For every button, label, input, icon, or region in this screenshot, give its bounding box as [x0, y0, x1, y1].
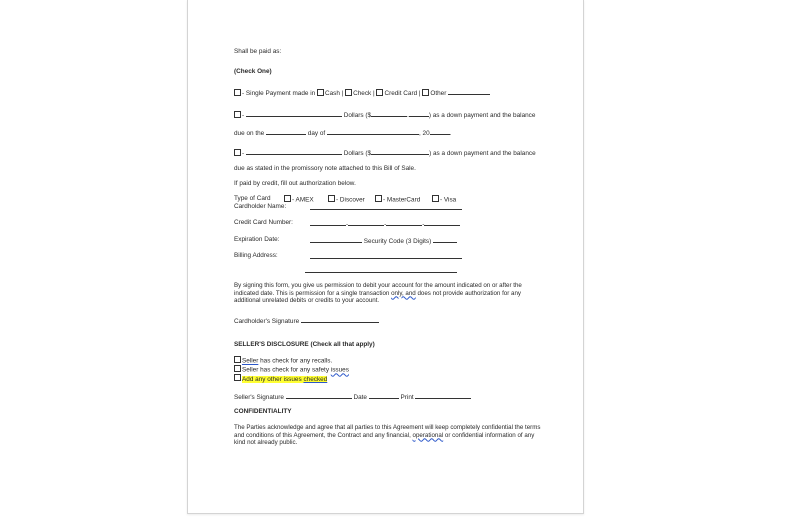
visa-checkbox[interactable]: [432, 195, 439, 202]
card-number-field-2[interactable]: [348, 219, 387, 228]
mastercard-label: - MasterCard: [383, 196, 421, 204]
cardholder-signature-line: [234, 316, 379, 326]
down-payment-1-checkbox[interactable]: [234, 111, 241, 118]
other-field[interactable]: [448, 88, 490, 95]
auth-text-b: does not provide authorization for any additional unrelated debits or credits to your account.: [234, 289, 522, 305]
down-payment-1-cents-field[interactable]: [409, 110, 429, 117]
safety-label: Seller has check for any safety: [242, 366, 330, 374]
print-label: Print: [400, 394, 414, 401]
expiration-label: Expiration Date:: [234, 236, 280, 243]
billing-address-field-1[interactable]: [310, 252, 462, 259]
recalls-label: has check for any recalls.: [260, 357, 333, 365]
cardholder-name-label: Cardholder Name:: [234, 203, 287, 210]
billing-address-field-2[interactable]: [305, 266, 457, 273]
confidentiality-heading: CONFIDENTIALITY: [234, 408, 292, 415]
down-payment-1-words-field[interactable]: [246, 110, 342, 117]
expiration-field[interactable]: [310, 236, 362, 243]
down-payment-1-dot: .: [407, 112, 409, 119]
billing-address-field-wrap-2: [305, 266, 457, 276]
amex-checkbox[interactable]: [284, 195, 291, 202]
discover-label: - Discover: [336, 196, 365, 204]
single-payment-line: [234, 88, 490, 98]
safety-checkbox[interactable]: [234, 365, 241, 372]
seller-signature-field[interactable]: [286, 392, 352, 399]
recalls-seller-word: Seller: [242, 357, 259, 365]
due-date-line: [234, 128, 451, 138]
disclosure-item-other: [234, 374, 327, 384]
other-issues-checked-word: checked: [303, 375, 328, 383]
down-payment-2-suffix: ) as a down payment and the balance: [429, 150, 536, 157]
other-issues-label: Add any other issues: [242, 375, 302, 383]
card-number-dash-1: -: [346, 221, 349, 228]
discover-checkbox[interactable]: [328, 195, 335, 202]
due-month-field[interactable]: [327, 128, 419, 135]
single-payment-checkbox[interactable]: [234, 89, 241, 96]
date-field[interactable]: [369, 392, 399, 399]
down-payment-line-2: [234, 148, 536, 158]
payment-intro: Shall be paid as:: [234, 48, 282, 55]
other-checkbox[interactable]: [422, 89, 429, 96]
billing-address-label: Billing Address:: [234, 252, 278, 259]
down-payment-2-words-field[interactable]: [246, 148, 342, 155]
due-year-field[interactable]: [430, 128, 450, 135]
auth-text-only: only, and: [391, 289, 416, 297]
print-field[interactable]: [415, 392, 471, 399]
credit-card-checkbox[interactable]: [376, 89, 383, 96]
year-prefix-label: , 20: [418, 130, 430, 137]
down-payment-2-amount-field[interactable]: [371, 148, 429, 155]
seller-signature-line: [234, 392, 471, 402]
card-number-dash-2: -: [384, 221, 387, 228]
down-payment-line-1: [234, 110, 535, 120]
due-period: .: [449, 130, 452, 137]
cash-checkbox[interactable]: [317, 89, 324, 96]
down-payment-1-amount-field[interactable]: [371, 110, 407, 117]
check-label: Check |: [353, 90, 375, 97]
down-payment-1-dollars-label: Dollars ($: [343, 112, 372, 119]
visa-label: - Visa: [440, 196, 457, 204]
cardholder-signature-field[interactable]: [301, 316, 379, 323]
credit-intro: If paid by credit, fill out authorization below.: [234, 180, 356, 187]
seller-signature-label: Seller's Signature: [234, 394, 284, 401]
card-number-fields: [310, 219, 460, 229]
confidentiality-operational-word: operational: [412, 431, 444, 439]
date-label: Date: [353, 394, 367, 401]
confidentiality-paragraph: [234, 424, 544, 447]
security-code-field[interactable]: [433, 236, 457, 243]
due-day-field[interactable]: [266, 128, 306, 135]
authorization-paragraph: [234, 282, 544, 305]
card-type-label: Type of Card: [234, 195, 271, 202]
day-of-label: day of: [307, 130, 326, 137]
cardholder-name-field-wrap: [310, 203, 462, 213]
check-one-label: (Check One): [234, 68, 272, 75]
credit-card-label: Credit Card |: [384, 90, 421, 97]
confidentiality-text-a: The Parties acknowledge and agree that all parties to this Agreement will keep completely confidential the terms and conditions of this Agreement, the Contract and any financial,: [234, 424, 541, 439]
card-number-field-1[interactable]: [310, 219, 349, 228]
other-label: Other: [430, 90, 447, 97]
confidentiality-text-b: or confidential information of any kind not already public.: [234, 431, 535, 447]
down-payment-2-checkbox[interactable]: [234, 149, 241, 156]
cardholder-signature-label: Cardholder's Signature: [234, 318, 300, 325]
sellers-disclosure-heading: SELLER'S DISCLOSURE (Check all that apply): [234, 341, 375, 348]
amex-label: - AMEX: [292, 196, 314, 204]
card-number-dash-3: -: [422, 221, 425, 228]
cardholder-name-field[interactable]: [310, 203, 462, 210]
down-payment-1-dash: -: [242, 112, 245, 119]
card-number-label: Credit Card Number:: [234, 219, 293, 226]
check-checkbox[interactable]: [345, 89, 352, 96]
cash-label: Cash |: [324, 90, 344, 97]
security-code-label: Security Code (3 Digits): [363, 238, 432, 245]
promissory-note-text: due as stated in the promissory note attached to this Bill of Sale.: [234, 165, 416, 172]
billing-address-field-wrap: [310, 252, 462, 262]
document-page: [187, 0, 584, 514]
card-number-field-4[interactable]: [424, 219, 460, 226]
single-payment-label: - Single Payment made in: [242, 90, 316, 97]
down-payment-1-suffix: ) as a down payment and the balance: [428, 112, 536, 119]
expiration-field-wrap: [310, 236, 457, 246]
card-number-field-3[interactable]: [386, 219, 425, 228]
recalls-checkbox[interactable]: [234, 356, 241, 363]
safety-issues-word: issues: [330, 366, 349, 374]
down-payment-2-dash: -: [242, 150, 245, 157]
other-issues-checkbox[interactable]: [234, 374, 241, 381]
down-payment-2-dollars-label: Dollars ($: [343, 150, 372, 157]
due-on-label: due on the: [234, 130, 265, 137]
mastercard-checkbox[interactable]: [375, 195, 382, 202]
auth-text-a: By signing this form, you give us permission to debit your account for the amount indicated on or after the indicated date. This is permission for a single transaction: [234, 282, 522, 297]
